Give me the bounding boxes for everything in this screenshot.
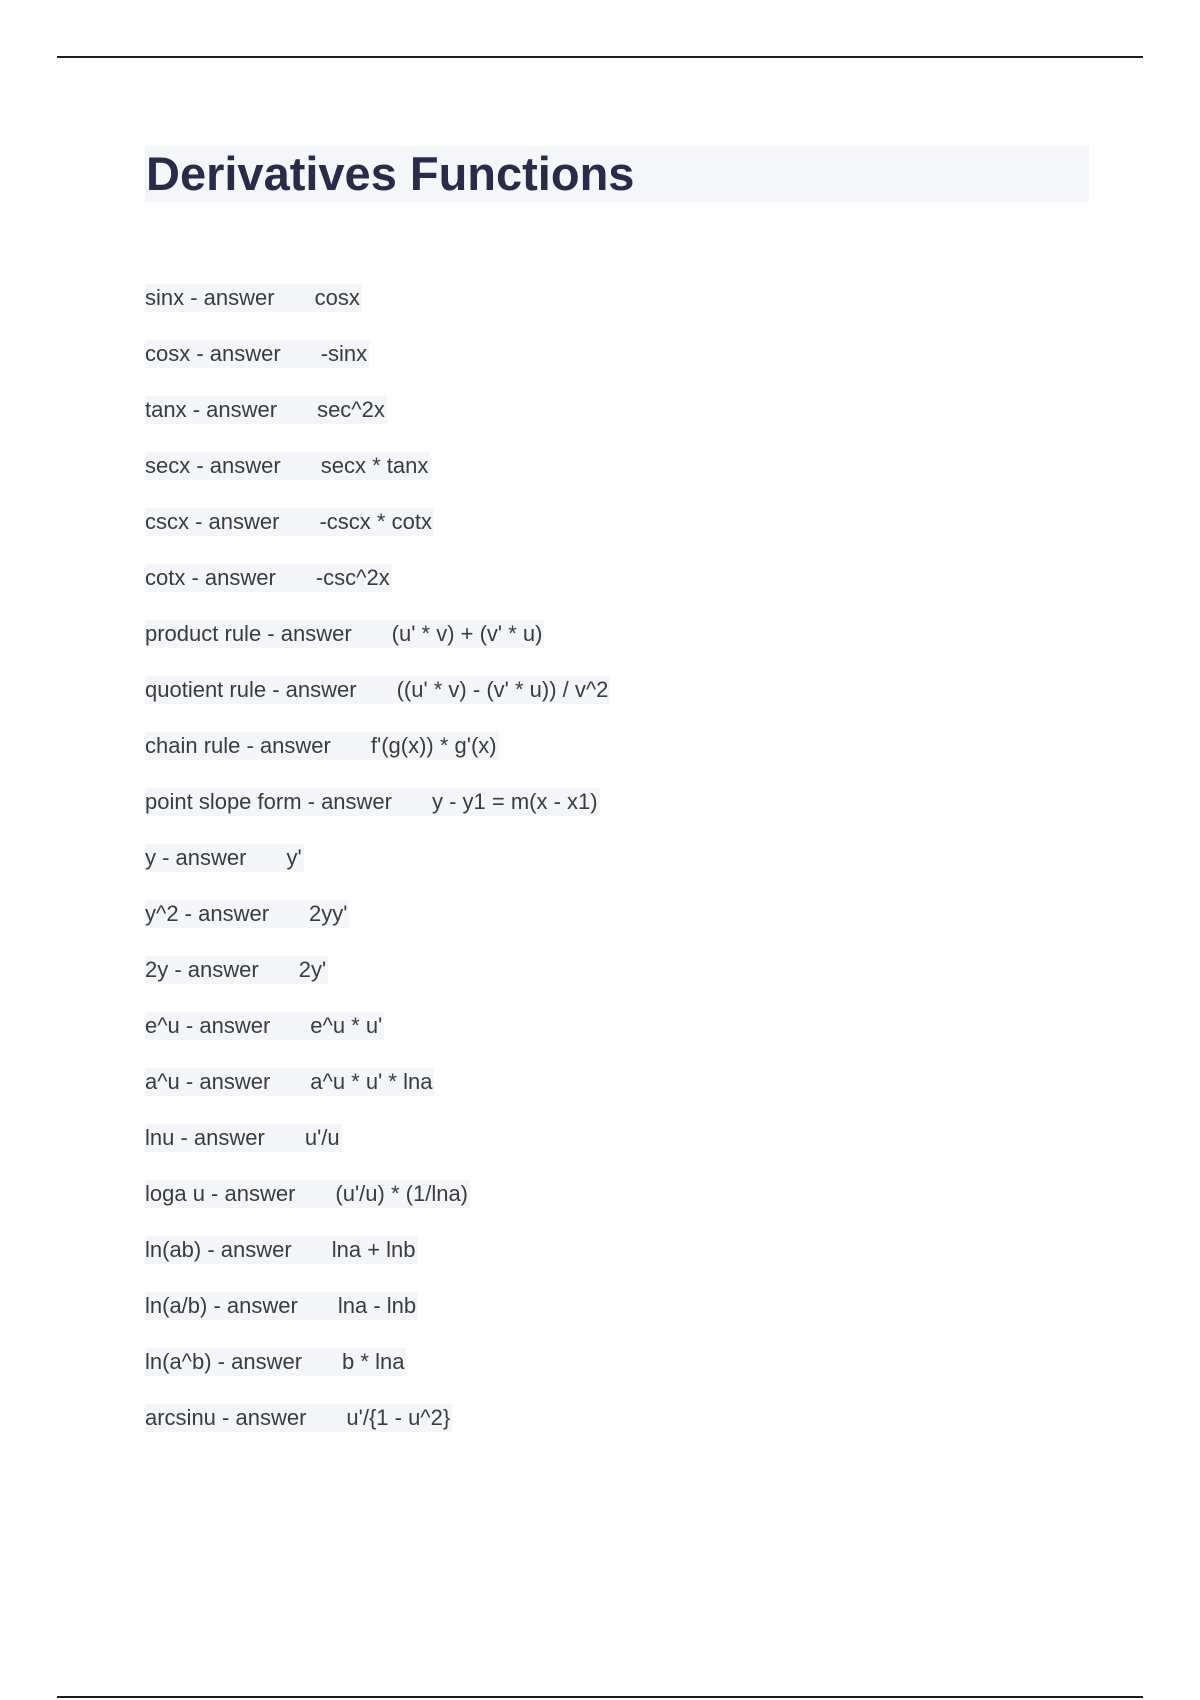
flashcard-term: a^u - answer — [145, 1069, 271, 1094]
document-title: Derivatives Functions — [146, 147, 635, 200]
flashcard-definition: lna - lnb — [337, 1293, 417, 1318]
flashcard-term: chain rule - answer — [145, 733, 331, 758]
flashcard-row — [145, 788, 600, 816]
flashcard-definition: secx * tanx — [320, 453, 429, 478]
flashcard-term: y - answer — [145, 845, 247, 870]
flashcard-definition: lna + lnb — [331, 1237, 416, 1262]
flashcard-term: ln(ab) - answer — [145, 1237, 292, 1262]
flashcard-term: cosx - answer — [145, 341, 281, 366]
flashcard-row — [145, 1236, 418, 1264]
flashcard-definition: cosx — [314, 285, 360, 310]
flashcard-definition: -cscx * cotx — [319, 509, 432, 534]
flashcard-row — [145, 1348, 406, 1376]
flashcard-row — [145, 564, 392, 592]
flashcard-term: sinx - answer — [145, 285, 275, 310]
flashcard-row — [145, 956, 328, 984]
flashcard-row — [145, 284, 362, 312]
flashcard-definition: u'/u — [304, 1125, 340, 1150]
flashcard-term: cscx - answer — [145, 509, 280, 534]
flashcard-term: ln(a^b) - answer — [145, 1349, 303, 1374]
flashcard-list — [145, 284, 610, 1460]
flashcard-definition: (u'/u) * (1/lna) — [335, 1181, 469, 1206]
flashcard-term: ln(a/b) - answer — [145, 1293, 298, 1318]
flashcard-row — [145, 1180, 470, 1208]
flashcard-row — [145, 676, 610, 704]
bottom-rule — [57, 1696, 1143, 1698]
flashcard-term: loga u - answer — [145, 1181, 296, 1206]
flashcard-definition: a^u * u' * lna — [310, 1069, 433, 1094]
flashcard-definition: 2yy' — [309, 901, 348, 926]
flashcard-term: 2y - answer — [145, 957, 259, 982]
flashcard-term: tanx - answer — [145, 397, 278, 422]
flashcard-term: lnu - answer — [145, 1125, 265, 1150]
flashcard-term: y^2 - answer — [145, 901, 270, 926]
top-rule — [57, 56, 1143, 58]
flashcard-term: cotx - answer — [145, 565, 276, 590]
flashcard-row — [145, 1404, 452, 1432]
flashcard-term: e^u - answer — [145, 1013, 271, 1038]
flashcard-term: product rule - answer — [145, 621, 352, 646]
flashcard-definition: e^u * u' — [310, 1013, 383, 1038]
flashcard-row — [145, 732, 499, 760]
flashcard-row — [145, 844, 304, 872]
flashcard-definition: (u' * v) + (v' * u) — [391, 621, 543, 646]
flashcard-row — [145, 1012, 384, 1040]
flashcard-term: point slope form - answer — [145, 789, 392, 814]
flashcard-definition: b * lna — [342, 1349, 405, 1374]
flashcard-definition: y - y1 = m(x - x1) — [432, 789, 598, 814]
flashcard-term: secx - answer — [145, 453, 281, 478]
flashcard-term: arcsinu - answer — [145, 1405, 307, 1430]
flashcard-definition: y' — [286, 845, 302, 870]
flashcard-term: quotient rule - answer — [145, 677, 357, 702]
flashcard-row — [145, 340, 369, 368]
flashcard-definition: f'(g(x)) * g'(x) — [370, 733, 497, 758]
flashcard-row — [145, 396, 387, 424]
flashcard-definition: -csc^2x — [315, 565, 390, 590]
flashcard-definition: u'/{1 - u^2} — [346, 1405, 451, 1430]
flashcard-definition: sec^2x — [317, 397, 385, 422]
flashcard-definition: ((u' * v) - (v' * u)) / v^2 — [396, 677, 609, 702]
flashcard-row — [145, 620, 544, 648]
flashcard-row — [145, 1068, 434, 1096]
flashcard-row — [145, 452, 430, 480]
flashcard-definition: -sinx — [320, 341, 368, 366]
flashcard-definition: 2y' — [298, 957, 327, 982]
flashcard-row — [145, 1292, 418, 1320]
flashcard-row — [145, 900, 349, 928]
flashcard-row — [145, 1124, 342, 1152]
flashcard-row — [145, 508, 434, 536]
